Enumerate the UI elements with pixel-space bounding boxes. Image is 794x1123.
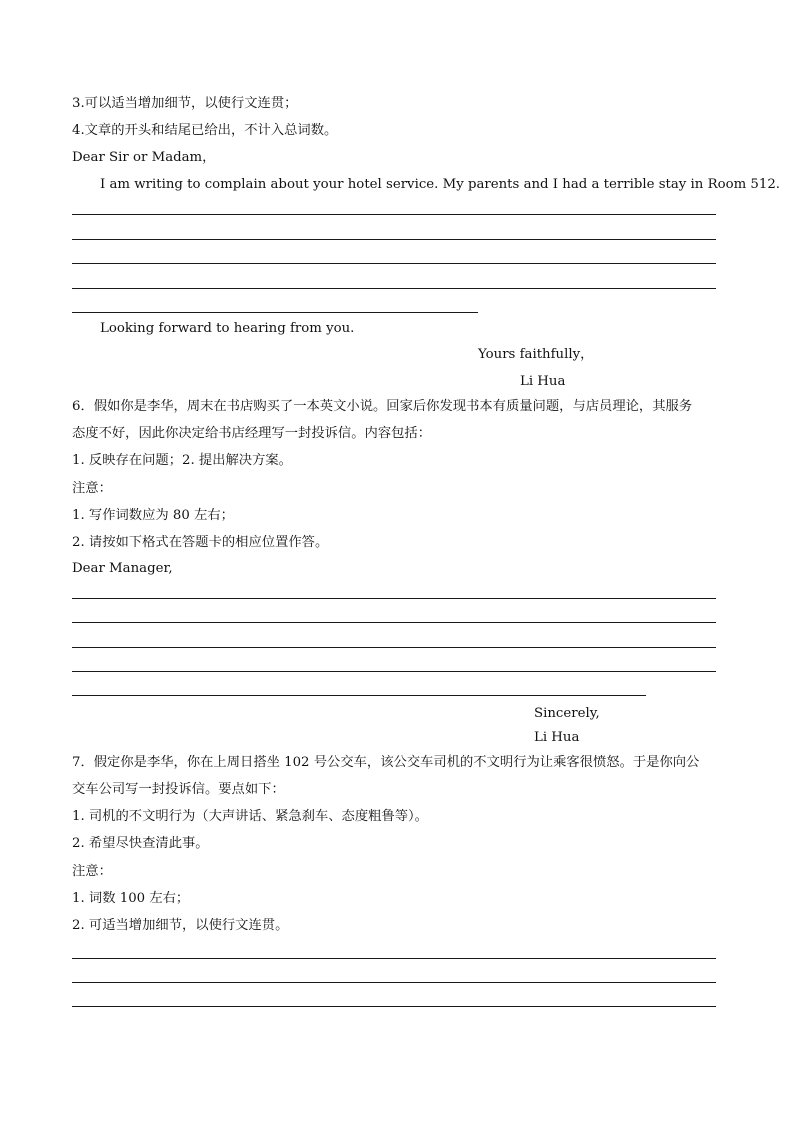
q6-signature: Li Hua — [534, 730, 580, 745]
q7-prompt-line-1: 7．假定你是李华，你在上周日搭坐 102 号公交车，该公交车司机的不文明行为让乘客很愤怒。于是你向公 — [72, 755, 700, 770]
q6-answer-line-2[interactable] — [72, 622, 716, 623]
q5-answer-line-3[interactable] — [72, 263, 716, 264]
q6-points: 1. 反映存在问题；2. 提出解决方案。 — [72, 453, 292, 468]
q7-note-1: 1. 词数 100 左右； — [72, 891, 190, 906]
q7-note-2: 2. 可适当增加细节，以使行文连贯。 — [72, 918, 289, 933]
q5-salutation: Dear Sir or Madam， — [72, 150, 216, 165]
q6-answer-line-3[interactable] — [72, 647, 716, 648]
q6-answer-line-4[interactable] — [72, 671, 716, 672]
q7-answer-line-2[interactable] — [72, 982, 716, 983]
q7-note-label: 注意： — [72, 864, 112, 879]
q6-answer-line-1[interactable] — [72, 598, 716, 599]
q6-note-1: 1. 写作词数应为 80 左右； — [72, 508, 234, 523]
q6-note-2: 2. 请按如下格式在答题卡的相应位置作答。 — [72, 535, 329, 550]
q6-prompt-line-1: 6．假如你是李华，周末在书店购买了一本英文小说。回家后你发现书本有质量问题，与店员理论，其服务 — [72, 399, 693, 414]
q7-answer-line-3[interactable] — [72, 1006, 716, 1007]
q7-prompt-line-2: 交车公司写一封投诉信。要点如下： — [72, 782, 285, 797]
q5-answer-line-2[interactable] — [72, 239, 716, 240]
q5-answer-line-5[interactable] — [72, 312, 478, 313]
q5-answer-line-1[interactable] — [72, 214, 716, 215]
q5-note-3: 3.可以适当增加细节，以使行文连贯； — [72, 96, 298, 111]
q5-answer-line-4[interactable] — [72, 288, 716, 289]
q6-signoff: Sincerely, — [534, 706, 600, 721]
q5-signature: Li Hua — [520, 374, 566, 389]
q6-note-label: 注意： — [72, 481, 112, 496]
q7-answer-line-1[interactable] — [72, 958, 716, 959]
q7-point-1: 1. 司机的不文明行为（大声讲话、紧急刹车、态度粗鲁等）。 — [72, 809, 428, 824]
q5-opening-sentence: I am writing to complain about your hotel service. My parents and I had a terrible stay in Room 512. — [100, 177, 781, 192]
q5-signoff: Yours faithfully， — [478, 347, 594, 362]
q6-salutation: Dear Manager, — [72, 561, 173, 576]
q5-note-4: 4.文章的开头和结尾已给出，不计入总词数。 — [72, 123, 338, 138]
q5-closing-sentence: Looking forward to hearing from you. — [100, 321, 355, 336]
q6-prompt-line-2: 态度不好，因此你决定给书店经理写一封投诉信。内容包括： — [72, 426, 432, 441]
q6-answer-line-5[interactable] — [72, 695, 646, 696]
q7-point-2: 2. 希望尽快查清此事。 — [72, 836, 209, 851]
